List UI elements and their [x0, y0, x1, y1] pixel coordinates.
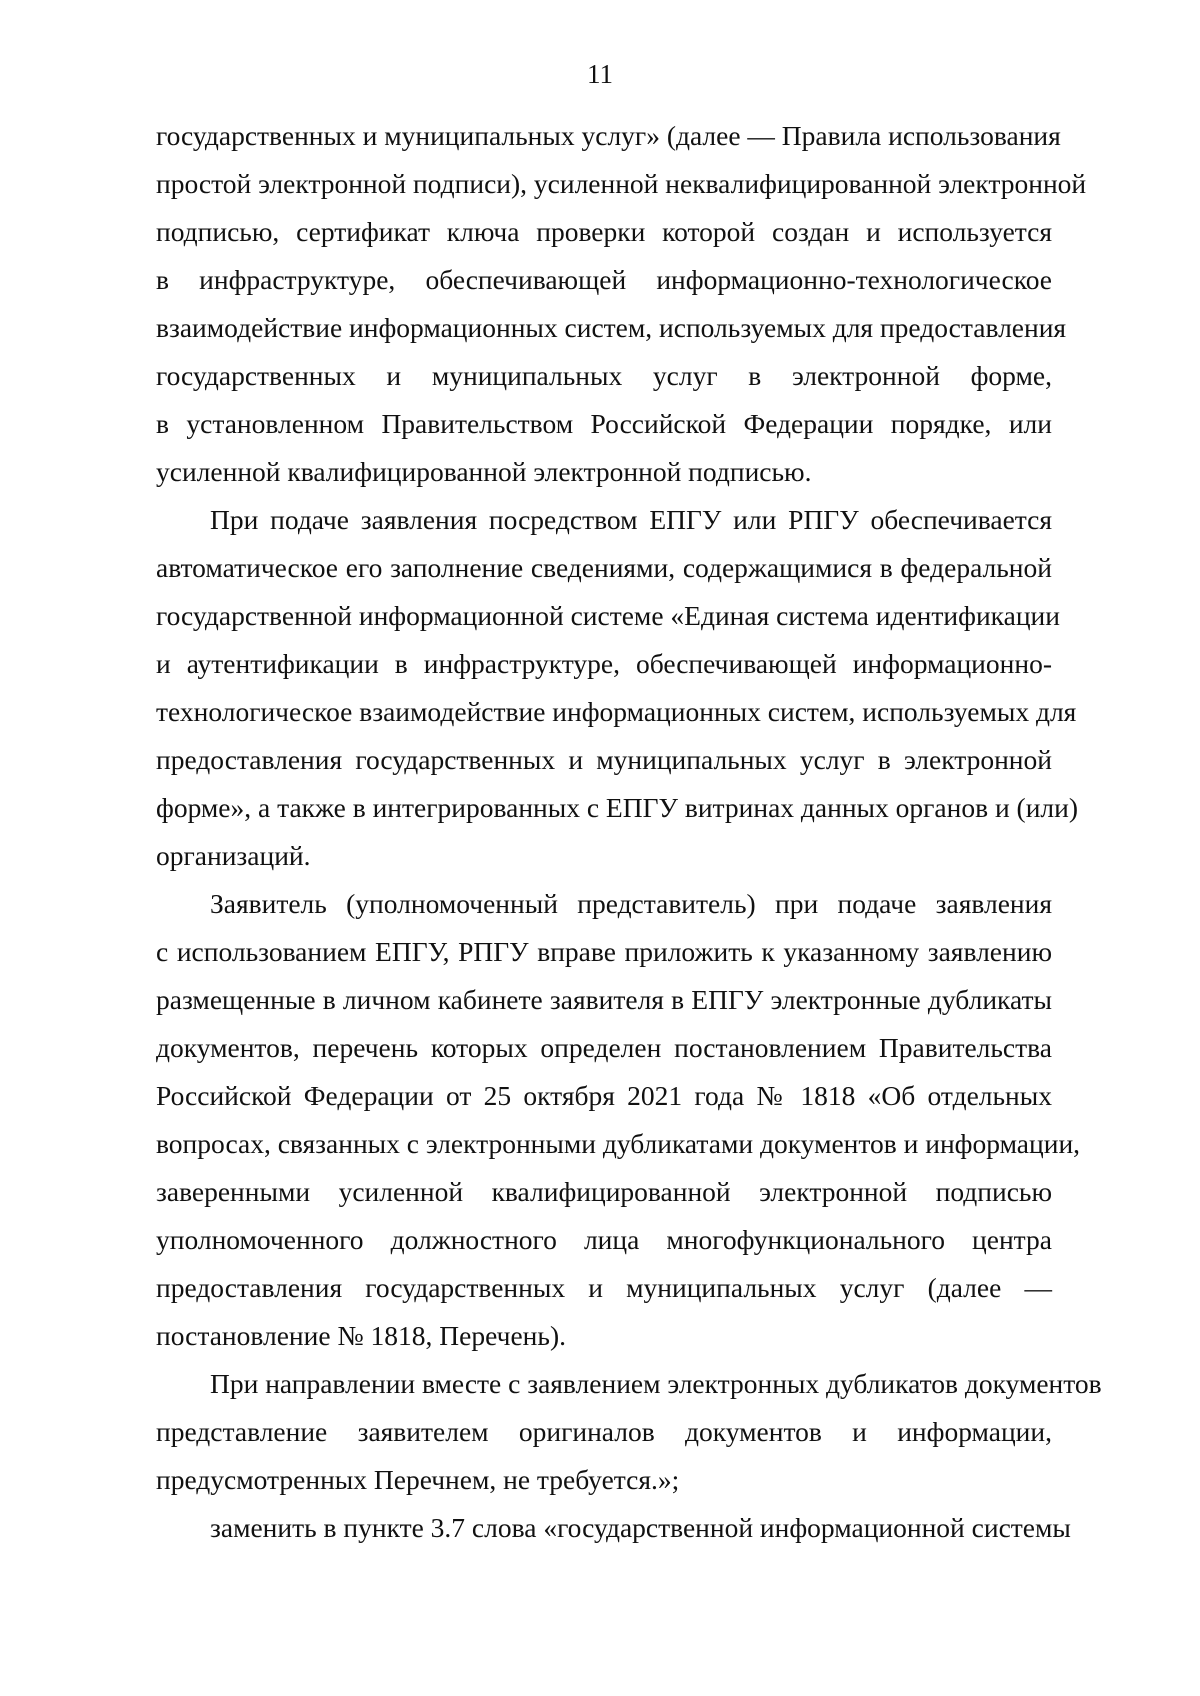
- text-line: вопросах, связанных с электронными дубликатами документов и информации,: [156, 1128, 1081, 1159]
- text-line: предоставления государственных и муниципальных услуг (далее —: [156, 1272, 1052, 1303]
- text-line: и аутентификации в инфраструктуре, обеспечивающей информационно-: [156, 648, 1052, 679]
- text-line: документов, перечень которых определен постановлением Правительства: [156, 1032, 1052, 1063]
- text-line: государственных и муниципальных услуг» (далее — Правила использования: [156, 120, 1061, 151]
- text-line: в установленном Правительством Российской Федерации порядке, или: [156, 408, 1052, 439]
- text-line: с использованием ЕПГУ, РПГУ вправе приложить к указанному заявлению: [156, 936, 1052, 967]
- text-line: государственной информационной системе «Единая система идентификации: [156, 600, 1060, 631]
- text-line: Заявитель (уполномоченный представитель) при подаче заявления: [210, 888, 1052, 919]
- text-line: автоматическое его заполнение сведениями, содержащимися в федеральной: [156, 552, 1052, 583]
- text-line: постановление № 1818, Перечень).: [156, 1320, 566, 1351]
- text-line: взаимодействие информационных систем, используемых для предоставления: [156, 312, 1067, 343]
- text-line: заверенными усиленной квалифицированной электронной подписью: [156, 1176, 1052, 1207]
- text-line: Российской Федерации от 25 октября 2021 года № 1818 «Об отдельных: [156, 1080, 1052, 1111]
- text-line: При подаче заявления посредством ЕПГУ или РПГУ обеспечивается: [210, 504, 1052, 535]
- text-line: технологическое взаимодействие информационных систем, используемых для: [156, 696, 1077, 727]
- text-line: заменить в пункте 3.7 слова «государственной информационной системы: [210, 1512, 1071, 1543]
- paragraph-automatic-filling: [156, 496, 1079, 880]
- paragraph-replace-in-clause: [156, 1504, 1071, 1552]
- document-body: [156, 112, 1102, 1552]
- text-line: предоставления государственных и муниципальных услуг в электронной: [156, 744, 1052, 775]
- paragraph-originals-not-required: [156, 1360, 1102, 1504]
- text-line: подписью, сертификат ключа проверки которой создан и используется: [156, 216, 1052, 247]
- paragraph-electronic-signature: [156, 112, 1087, 496]
- text-line: предусмотренных Перечнем, не требуется.»;: [156, 1464, 680, 1495]
- text-line: уполномоченного должностного лица многофункционального центра: [156, 1224, 1052, 1255]
- text-line: форме», а также в интегрированных с ЕПГУ витринах данных органов и (или): [156, 792, 1079, 823]
- text-line: государственных и муниципальных услуг в электронной форме,: [156, 360, 1052, 391]
- text-line: При направлении вместе с заявлением электронных дубликатов документов: [210, 1368, 1102, 1399]
- text-line: размещенные в личном кабинете заявителя в ЕПГУ электронные дубликаты: [156, 984, 1052, 1015]
- text-line: организаций.: [156, 840, 311, 871]
- text-line: в инфраструктуре, обеспечивающей информационно-технологическое: [156, 264, 1052, 295]
- text-line: представление заявителем оригиналов документов и информации,: [156, 1416, 1052, 1447]
- page-number: 11: [587, 59, 613, 89]
- text-line: простой электронной подписи), усиленной неквалифицированной электронной: [156, 168, 1087, 199]
- paragraph-applicant-duplicates: [156, 880, 1081, 1360]
- text-line: усиленной квалифицированной электронной подписью.: [156, 456, 812, 487]
